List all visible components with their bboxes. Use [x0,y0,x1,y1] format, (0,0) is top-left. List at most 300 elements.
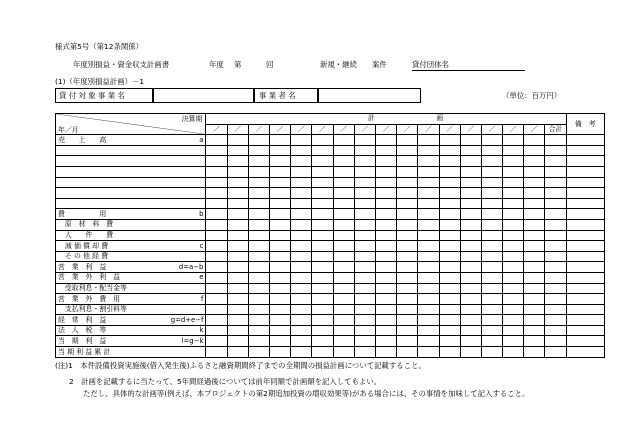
value-cell[interactable] [312,241,333,252]
value-cell[interactable] [375,336,396,347]
value-cell[interactable] [397,241,418,252]
value-cell[interactable] [354,283,375,294]
value-cell[interactable] [270,166,291,177]
value-cell[interactable] [354,209,375,220]
value-cell[interactable] [524,156,545,167]
value-cell[interactable] [354,272,375,283]
value-cell[interactable] [333,135,354,146]
value-cell[interactable] [503,156,524,167]
value-cell[interactable] [524,251,545,262]
value-cell[interactable] [397,347,418,358]
value-cell[interactable] [503,272,524,283]
value-cell[interactable] [312,315,333,326]
value-cell[interactable] [291,145,312,156]
value-cell[interactable] [312,283,333,294]
value-cell[interactable] [460,156,481,167]
value-cell[interactable] [439,209,460,220]
value-cell[interactable] [291,166,312,177]
value-cell[interactable] [270,251,291,262]
value-cell[interactable] [312,135,333,146]
value-cell[interactable] [312,188,333,199]
value-cell[interactable] [397,336,418,347]
period-cell[interactable]: ／ [354,124,375,135]
value-cell[interactable] [333,198,354,209]
period-cell[interactable]: ／ [248,124,269,135]
value-cell[interactable] [333,166,354,177]
value-cell[interactable] [227,241,248,252]
value-cell[interactable] [524,283,545,294]
row-total-cell[interactable] [545,177,566,188]
value-cell[interactable] [312,272,333,283]
value-cell[interactable] [291,347,312,358]
value-cell[interactable] [481,219,502,230]
value-cell[interactable] [206,230,227,241]
value-cell[interactable] [206,251,227,262]
value-cell[interactable] [524,188,545,199]
value-cell[interactable] [354,145,375,156]
value-cell[interactable] [375,135,396,146]
value-cell[interactable] [333,241,354,252]
value-cell[interactable] [481,198,502,209]
value-cell[interactable] [524,304,545,315]
value-cell[interactable] [397,230,418,241]
row-remarks-cell[interactable] [566,145,604,156]
value-cell[interactable] [354,347,375,358]
value-cell[interactable] [503,241,524,252]
row-remarks-cell[interactable] [566,336,604,347]
value-cell[interactable] [524,325,545,336]
row-total-cell[interactable] [545,283,566,294]
value-cell[interactable] [397,209,418,220]
value-cell[interactable] [206,209,227,220]
row-total-cell[interactable] [545,198,566,209]
value-cell[interactable] [503,262,524,273]
value-cell[interactable] [333,294,354,305]
value-cell[interactable] [524,272,545,283]
value-cell[interactable] [291,230,312,241]
value-cell[interactable] [503,209,524,220]
value-cell[interactable] [227,177,248,188]
value-cell[interactable] [439,145,460,156]
value-cell[interactable] [270,294,291,305]
period-cell[interactable]: ／ [481,124,502,135]
value-cell[interactable] [312,198,333,209]
value-cell[interactable] [333,145,354,156]
value-cell[interactable] [481,283,502,294]
value-cell[interactable] [206,219,227,230]
value-cell[interactable] [439,135,460,146]
value-cell[interactable] [270,135,291,146]
value-cell[interactable] [248,315,269,326]
value-cell[interactable] [418,156,439,167]
value-cell[interactable] [418,230,439,241]
value-cell[interactable] [270,156,291,167]
value-cell[interactable] [206,272,227,283]
value-cell[interactable] [375,304,396,315]
value-cell[interactable] [312,251,333,262]
value-cell[interactable] [206,198,227,209]
row-total-cell[interactable] [545,336,566,347]
value-cell[interactable] [439,230,460,241]
value-cell[interactable] [375,209,396,220]
value-cell[interactable] [375,177,396,188]
value-cell[interactable] [439,262,460,273]
value-cell[interactable] [227,209,248,220]
value-cell[interactable] [375,325,396,336]
operator-value-field[interactable] [318,88,421,103]
row-total-cell[interactable] [545,156,566,167]
period-cell[interactable]: ／ [291,124,312,135]
value-cell[interactable] [312,304,333,315]
value-cell[interactable] [418,219,439,230]
value-cell[interactable] [333,188,354,199]
value-cell[interactable] [375,272,396,283]
value-cell[interactable] [481,272,502,283]
value-cell[interactable] [312,230,333,241]
row-total-cell[interactable] [545,241,566,252]
period-cell[interactable]: ／ [206,124,227,135]
value-cell[interactable] [354,325,375,336]
value-cell[interactable] [397,272,418,283]
value-cell[interactable] [248,347,269,358]
value-cell[interactable] [481,209,502,220]
value-cell[interactable] [418,262,439,273]
value-cell[interactable] [248,166,269,177]
row-total-cell[interactable] [545,230,566,241]
row-total-cell[interactable] [545,209,566,220]
value-cell[interactable] [481,230,502,241]
value-cell[interactable] [227,219,248,230]
row-remarks-cell[interactable] [566,272,604,283]
value-cell[interactable] [270,198,291,209]
value-cell[interactable] [270,177,291,188]
row-total-cell[interactable] [545,188,566,199]
value-cell[interactable] [248,198,269,209]
value-cell[interactable] [418,198,439,209]
value-cell[interactable] [460,304,481,315]
row-remarks-cell[interactable] [566,315,604,326]
value-cell[interactable] [460,145,481,156]
value-cell[interactable] [248,209,269,220]
value-cell[interactable] [227,262,248,273]
value-cell[interactable] [333,262,354,273]
value-cell[interactable] [375,347,396,358]
period-cell[interactable]: ／ [460,124,481,135]
value-cell[interactable] [460,294,481,305]
row-remarks-cell[interactable] [566,347,604,358]
value-cell[interactable] [354,336,375,347]
value-cell[interactable] [503,230,524,241]
value-cell[interactable] [524,294,545,305]
value-cell[interactable] [312,294,333,305]
value-cell[interactable] [460,177,481,188]
value-cell[interactable] [270,209,291,220]
value-cell[interactable] [503,304,524,315]
value-cell[interactable] [354,315,375,326]
value-cell[interactable] [524,135,545,146]
value-cell[interactable] [375,166,396,177]
value-cell[interactable] [291,336,312,347]
value-cell[interactable] [503,294,524,305]
value-cell[interactable] [524,166,545,177]
value-cell[interactable] [418,188,439,199]
value-cell[interactable] [460,188,481,199]
row-remarks-cell[interactable] [566,283,604,294]
value-cell[interactable] [418,251,439,262]
value-cell[interactable] [312,177,333,188]
value-cell[interactable] [227,283,248,294]
value-cell[interactable] [248,177,269,188]
value-cell[interactable] [206,304,227,315]
period-cell[interactable]: ／ [333,124,354,135]
value-cell[interactable] [227,294,248,305]
value-cell[interactable] [354,177,375,188]
value-cell[interactable] [397,166,418,177]
value-cell[interactable] [439,219,460,230]
value-cell[interactable] [291,241,312,252]
value-cell[interactable] [460,241,481,252]
value-cell[interactable] [418,272,439,283]
row-remarks-cell[interactable] [566,209,604,220]
row-remarks-cell[interactable] [566,177,604,188]
value-cell[interactable] [481,145,502,156]
period-cell[interactable]: ／ [503,124,524,135]
value-cell[interactable] [460,272,481,283]
value-cell[interactable] [291,219,312,230]
value-cell[interactable] [439,347,460,358]
value-cell[interactable] [291,262,312,273]
value-cell[interactable] [270,304,291,315]
value-cell[interactable] [312,325,333,336]
value-cell[interactable] [481,336,502,347]
value-cell[interactable] [460,230,481,241]
value-cell[interactable] [397,315,418,326]
value-cell[interactable] [439,156,460,167]
value-cell[interactable] [524,262,545,273]
row-remarks-cell[interactable] [566,219,604,230]
value-cell[interactable] [481,347,502,358]
value-cell[interactable] [439,188,460,199]
value-cell[interactable] [439,241,460,252]
value-cell[interactable] [439,251,460,262]
value-cell[interactable] [291,156,312,167]
period-cell[interactable]: ／ [418,124,439,135]
value-cell[interactable] [291,251,312,262]
row-total-cell[interactable] [545,304,566,315]
value-cell[interactable] [460,283,481,294]
value-cell[interactable] [206,325,227,336]
value-cell[interactable] [418,166,439,177]
value-cell[interactable] [227,251,248,262]
value-cell[interactable] [375,219,396,230]
value-cell[interactable] [227,315,248,326]
value-cell[interactable] [248,219,269,230]
value-cell[interactable] [503,145,524,156]
period-cell[interactable]: ／ [524,124,545,135]
value-cell[interactable] [354,241,375,252]
value-cell[interactable] [354,294,375,305]
row-total-cell[interactable] [545,219,566,230]
value-cell[interactable] [460,135,481,146]
value-cell[interactable] [439,198,460,209]
value-cell[interactable] [354,156,375,167]
value-cell[interactable] [248,241,269,252]
value-cell[interactable] [333,272,354,283]
value-cell[interactable] [397,145,418,156]
value-cell[interactable] [481,241,502,252]
row-remarks-cell[interactable] [566,251,604,262]
value-cell[interactable] [460,209,481,220]
value-cell[interactable] [312,156,333,167]
value-cell[interactable] [333,315,354,326]
value-cell[interactable] [333,347,354,358]
value-cell[interactable] [397,156,418,167]
value-cell[interactable] [248,156,269,167]
value-cell[interactable] [354,230,375,241]
value-cell[interactable] [206,294,227,305]
value-cell[interactable] [227,304,248,315]
value-cell[interactable] [439,177,460,188]
value-cell[interactable] [354,262,375,273]
value-cell[interactable] [227,156,248,167]
value-cell[interactable] [460,219,481,230]
value-cell[interactable] [524,241,545,252]
value-cell[interactable] [206,347,227,358]
row-total-cell[interactable] [545,315,566,326]
value-cell[interactable] [312,336,333,347]
value-cell[interactable] [503,219,524,230]
value-cell[interactable] [460,315,481,326]
value-cell[interactable] [312,145,333,156]
value-cell[interactable] [418,177,439,188]
value-cell[interactable] [248,262,269,273]
value-cell[interactable] [439,336,460,347]
value-cell[interactable] [270,325,291,336]
row-total-cell[interactable] [545,145,566,156]
value-cell[interactable] [248,251,269,262]
row-total-cell[interactable] [545,166,566,177]
value-cell[interactable] [248,230,269,241]
value-cell[interactable] [312,347,333,358]
value-cell[interactable] [291,325,312,336]
value-cell[interactable] [481,315,502,326]
value-cell[interactable] [248,283,269,294]
value-cell[interactable] [397,177,418,188]
value-cell[interactable] [270,283,291,294]
value-cell[interactable] [481,304,502,315]
value-cell[interactable] [206,241,227,252]
value-cell[interactable] [503,135,524,146]
value-cell[interactable] [375,294,396,305]
value-cell[interactable] [418,209,439,220]
value-cell[interactable] [227,145,248,156]
value-cell[interactable] [418,135,439,146]
value-cell[interactable] [248,145,269,156]
value-cell[interactable] [333,230,354,241]
value-cell[interactable] [206,188,227,199]
value-cell[interactable] [270,336,291,347]
value-cell[interactable] [503,251,524,262]
value-cell[interactable] [227,135,248,146]
value-cell[interactable] [503,347,524,358]
value-cell[interactable] [248,294,269,305]
value-cell[interactable] [439,325,460,336]
value-cell[interactable] [460,251,481,262]
value-cell[interactable] [270,145,291,156]
value-cell[interactable] [312,262,333,273]
value-cell[interactable] [375,241,396,252]
value-cell[interactable] [439,304,460,315]
period-cell[interactable]: ／ [375,124,396,135]
value-cell[interactable] [524,177,545,188]
value-cell[interactable] [354,251,375,262]
value-cell[interactable] [354,166,375,177]
value-cell[interactable] [270,188,291,199]
value-cell[interactable] [333,304,354,315]
value-cell[interactable] [418,315,439,326]
value-cell[interactable] [418,283,439,294]
value-cell[interactable] [503,166,524,177]
value-cell[interactable] [333,177,354,188]
value-cell[interactable] [503,177,524,188]
value-cell[interactable] [503,325,524,336]
value-cell[interactable] [206,262,227,273]
value-cell[interactable] [291,198,312,209]
row-total-cell[interactable] [545,272,566,283]
value-cell[interactable] [503,198,524,209]
value-cell[interactable] [503,336,524,347]
value-cell[interactable] [503,283,524,294]
value-cell[interactable] [354,135,375,146]
value-cell[interactable] [291,304,312,315]
value-cell[interactable] [248,135,269,146]
value-cell[interactable] [248,272,269,283]
period-cell[interactable]: ／ [439,124,460,135]
value-cell[interactable] [248,336,269,347]
value-cell[interactable] [270,347,291,358]
value-cell[interactable] [227,336,248,347]
value-cell[interactable] [481,166,502,177]
value-cell[interactable] [291,315,312,326]
value-cell[interactable] [291,272,312,283]
value-cell[interactable] [524,230,545,241]
value-cell[interactable] [248,188,269,199]
value-cell[interactable] [481,294,502,305]
value-cell[interactable] [312,209,333,220]
value-cell[interactable] [481,188,502,199]
value-cell[interactable] [227,272,248,283]
value-cell[interactable] [291,135,312,146]
value-cell[interactable] [481,135,502,146]
value-cell[interactable] [206,315,227,326]
row-remarks-cell[interactable] [566,166,604,177]
value-cell[interactable] [375,283,396,294]
value-cell[interactable] [481,325,502,336]
value-cell[interactable] [397,325,418,336]
row-remarks-cell[interactable] [566,304,604,315]
row-remarks-cell[interactable] [566,198,604,209]
value-cell[interactable] [206,156,227,167]
row-remarks-cell[interactable] [566,230,604,241]
value-cell[interactable] [524,209,545,220]
value-cell[interactable] [524,198,545,209]
value-cell[interactable] [418,145,439,156]
value-cell[interactable] [439,272,460,283]
value-cell[interactable] [418,304,439,315]
period-cell[interactable]: ／ [227,124,248,135]
value-cell[interactable] [418,347,439,358]
value-cell[interactable] [270,272,291,283]
